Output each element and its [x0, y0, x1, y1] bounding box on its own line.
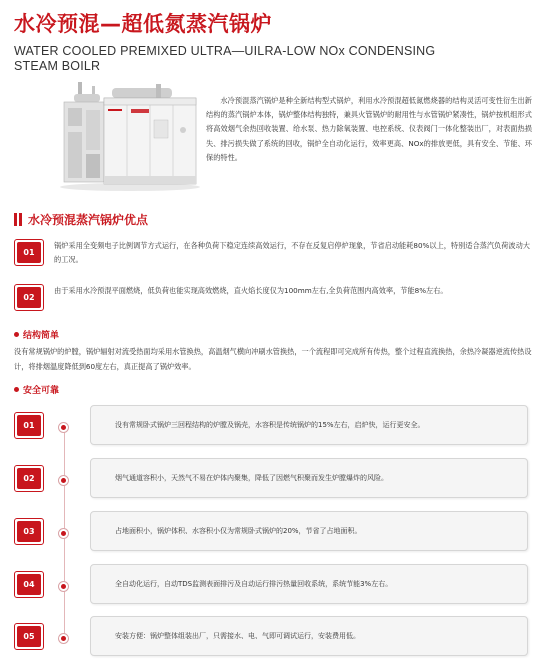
advantages-title-text: 水冷预混蒸汽锅炉优点 [28, 212, 149, 227]
page-title-en [14, 44, 444, 74]
boiler-product-image [56, 80, 202, 192]
safety-item [14, 511, 534, 551]
safety-item [14, 405, 534, 445]
bullet-dot [14, 332, 19, 337]
number-badge: 02 [14, 465, 44, 492]
number-badge: 05 [14, 623, 44, 650]
structure-title [14, 328, 59, 341]
safety-box [90, 405, 528, 445]
title-bar [19, 213, 22, 226]
number-badge: 03 [14, 518, 44, 545]
advantage-text: 由于采用水冷预混平面燃烧，低负荷也能实现高效燃烧，直火焰长度仅为100mm左右,全负荷范围内高效率，节能8%左右。 [54, 286, 448, 295]
number-badge: 02 [14, 284, 44, 311]
number-badge: 01 [14, 239, 44, 266]
title-en-line1: WATER COOLED PREMIXED ULTRA—UILRA-LOW NOx CONDENSING [14, 44, 436, 58]
timeline-node [58, 422, 69, 433]
page-title-cn: 水冷预混—超低氮蒸汽锅炉 [14, 12, 272, 36]
title-bar [14, 213, 17, 226]
timeline-node [58, 581, 69, 592]
safety-box [90, 458, 528, 498]
advantage-text: 锅炉采用全变频电子比例调节方式运行，在各种负荷下稳定连续高效运行，不存在反复启停炉现象，节省启动能耗80%以上，特别适合蒸汽负荷波动大的工况。 [54, 241, 530, 264]
safety-box [90, 511, 528, 551]
structure-paragraph: 没有常规锅炉的炉膛，锅炉辐射对流受热面均采用水管换热，高温烟气横向冲刷水管换热，一个流程即可完成所有传热，整个过程直流换热，余热冷凝器逆流传热设计，将排烟温度降低到60度左右，真正提高了锅炉效率。 [14, 347, 532, 371]
structure-title-text: 结构简单 [23, 331, 60, 341]
number-badge: 01 [14, 412, 44, 439]
safety-text: 烟气通道容积小，天然气不易在炉体内聚集，降低了因燃气积聚而发生炉膛爆炸的风险。 [115, 474, 388, 482]
safety-title [14, 383, 59, 396]
intro-paragraph: 水冷预混蒸汽锅炉是种全新结构型式锅炉，利用水冷预混超低氮燃烧器的结构灵活可变性衍生出新结构的蒸汽锅炉本体，锅炉整体结构独特，兼具火管锅炉的耐用性与水管锅炉紧凑性，锅炉按机组形式将高效烟气余热回收装置、给水泵、热力除氧装置、电控系统、仪表阀门一体化整装出厂，对表面热损失、排污损失做了系统的回收，锅炉全自动化运行，效率更高、NOx的排放更低，具有安全、节能、环保的特性。 [206, 96, 532, 162]
safety-box [90, 616, 528, 656]
timeline-node [58, 633, 69, 644]
safety-title-text: 安全可靠 [23, 386, 60, 396]
advantages-section-title [14, 211, 148, 227]
timeline-node [58, 528, 69, 539]
safety-box [90, 564, 528, 604]
safety-text: 安装方便：锅炉整体组装出厂，只需接水、电、气即可调试运行，安装费用低。 [115, 632, 360, 640]
timeline-node [58, 475, 69, 486]
safety-item [14, 564, 534, 604]
bullet-dot [14, 387, 19, 392]
safety-text: 没有常规卧式锅炉三回程结构的炉膛及锅壳，水容积是传统锅炉的15%左右，启炉快，运行更安全。 [115, 421, 425, 429]
number-badge: 04 [14, 571, 44, 598]
safety-item [14, 616, 534, 656]
safety-item [14, 458, 534, 498]
safety-text: 全自动化运行，自动TDS监测表面排污及自动运行排污热量回收系统，系统节能3%左右。 [115, 580, 393, 588]
title-en-line2: STEAM BOILR [14, 59, 101, 73]
safety-text: 占地面积小，锅炉体积、水容积小仅为常规卧式锅炉的20%，节省了占地面积。 [115, 527, 362, 535]
